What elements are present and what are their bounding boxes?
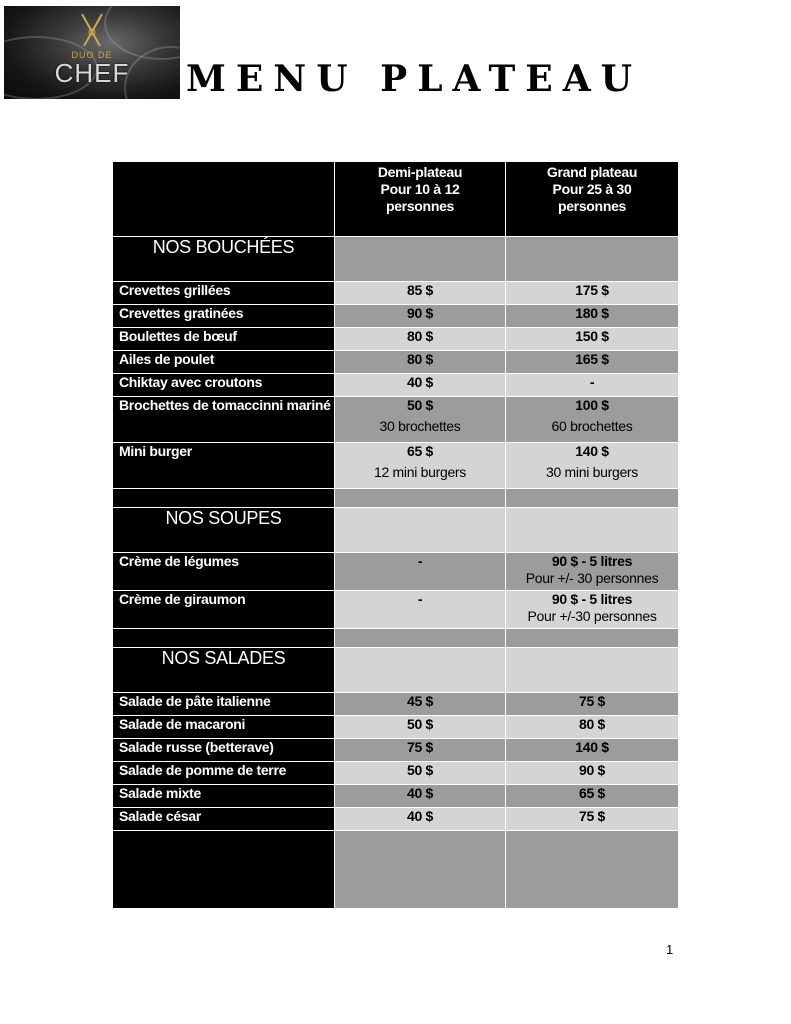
price-demi: 80 $	[335, 351, 506, 374]
price-demi: -	[335, 591, 506, 629]
item-name: Salade de pâte italienne	[113, 693, 335, 716]
spacer-row	[113, 629, 679, 648]
section-title-bouchees: NOS BOUCHÉES	[113, 237, 335, 282]
price-demi: 50 $	[335, 762, 506, 785]
menu-row	[113, 282, 679, 305]
price-grand: 80 $	[506, 716, 679, 739]
page-title: MENU PLATEAU	[186, 58, 643, 100]
note-demi: 12 mini burgers	[374, 464, 466, 480]
column-header-demi: Demi-plateau Pour 10 à 12 personnes	[335, 162, 506, 237]
menu-row	[113, 785, 679, 808]
price-demi: 40 $	[335, 785, 506, 808]
item-name: Crème de légumes	[113, 553, 335, 591]
column-header-grand: Grand plateau Pour 25 à 30 personnes	[506, 162, 679, 237]
section-row-bouchees	[113, 237, 679, 282]
logo-line-1: DUO DE	[71, 50, 113, 60]
price-demi: 90 $	[335, 305, 506, 328]
menu-row	[113, 397, 679, 443]
section-row-soupes	[113, 508, 679, 553]
menu-row	[113, 553, 679, 591]
price-demi: -	[335, 553, 506, 591]
section-title-salades: NOS SALADES	[113, 648, 335, 693]
blank-footer-row	[113, 831, 679, 909]
price-grand: 90 $ - 5 litres Pour +/- 30 personnes	[506, 553, 679, 591]
item-name: Ailes de poulet	[113, 351, 335, 374]
item-name: Boulettes de bœuf	[113, 328, 335, 351]
section-title-soupes: NOS SOUPES	[113, 508, 335, 553]
price-demi: 50 $	[335, 716, 506, 739]
price-grand: 75 $	[506, 808, 679, 831]
price-grand: 65 $	[506, 785, 679, 808]
item-name: Salade russe (betterave)	[113, 739, 335, 762]
price-grand: 140 $ 30 mini burgers	[506, 443, 679, 489]
item-name: Crevettes gratinées	[113, 305, 335, 328]
price-demi: 65 $ 12 mini burgers	[335, 443, 506, 489]
price-demi: 40 $	[335, 808, 506, 831]
menu-row	[113, 328, 679, 351]
item-name: Salade mixte	[113, 785, 335, 808]
menu-row	[113, 374, 679, 397]
item-name: Mini burger	[113, 443, 335, 489]
header-row	[113, 162, 679, 237]
price-grand: 180 $	[506, 305, 679, 328]
logo-line-2: CHEF	[54, 58, 130, 88]
note-demi: 30 brochettes	[379, 418, 461, 434]
note-grand: 30 mini burgers	[546, 464, 638, 480]
price-demi: 50 $ 30 brochettes	[335, 397, 506, 443]
menu-row	[113, 443, 679, 489]
item-name: Salade de macaroni	[113, 716, 335, 739]
item-name: Salade césar	[113, 808, 335, 831]
price-demi: 85 $	[335, 282, 506, 305]
price-demi: 40 $	[335, 374, 506, 397]
menu-table	[112, 161, 679, 909]
menu-row	[113, 305, 679, 328]
note-grand: 60 brochettes	[551, 418, 633, 434]
price-grand: 100 $ 60 brochettes	[506, 397, 679, 443]
menu-row	[113, 808, 679, 831]
page-number: 1	[666, 942, 674, 957]
menu-row	[113, 351, 679, 374]
menu-row	[113, 739, 679, 762]
spacer-row	[113, 489, 679, 508]
item-name: Crème de giraumon	[113, 591, 335, 629]
item-name: Salade de pomme de terre	[113, 762, 335, 785]
price-grand: 140 $	[506, 739, 679, 762]
price-grand: 165 $	[506, 351, 679, 374]
price-grand: 90 $	[506, 762, 679, 785]
price-grand: 175 $	[506, 282, 679, 305]
price-demi: 45 $	[335, 693, 506, 716]
note-grand: Pour +/- 30 personnes	[525, 570, 659, 586]
price-grand: 75 $	[506, 693, 679, 716]
menu-row	[113, 762, 679, 785]
header-empty-cell	[113, 162, 335, 237]
price-grand: 90 $ - 5 litres Pour +/-30 personnes	[506, 591, 679, 629]
note-grand: Pour +/-30 personnes	[527, 608, 657, 624]
price-grand: -	[506, 374, 679, 397]
menu-row	[113, 591, 679, 629]
price-demi: 75 $	[335, 739, 506, 762]
menu-row	[113, 716, 679, 739]
item-name: Chiktay avec croutons	[113, 374, 335, 397]
price-demi: 80 $	[335, 328, 506, 351]
crossed-knives-icon	[78, 12, 106, 48]
menu-row	[113, 693, 679, 716]
item-name: Crevettes grillées	[113, 282, 335, 305]
duo-de-chef-logo	[4, 6, 180, 99]
price-grand: 150 $	[506, 328, 679, 351]
section-row-salades	[113, 648, 679, 693]
item-name: Brochettes de tomaccinni mariné	[113, 397, 335, 443]
